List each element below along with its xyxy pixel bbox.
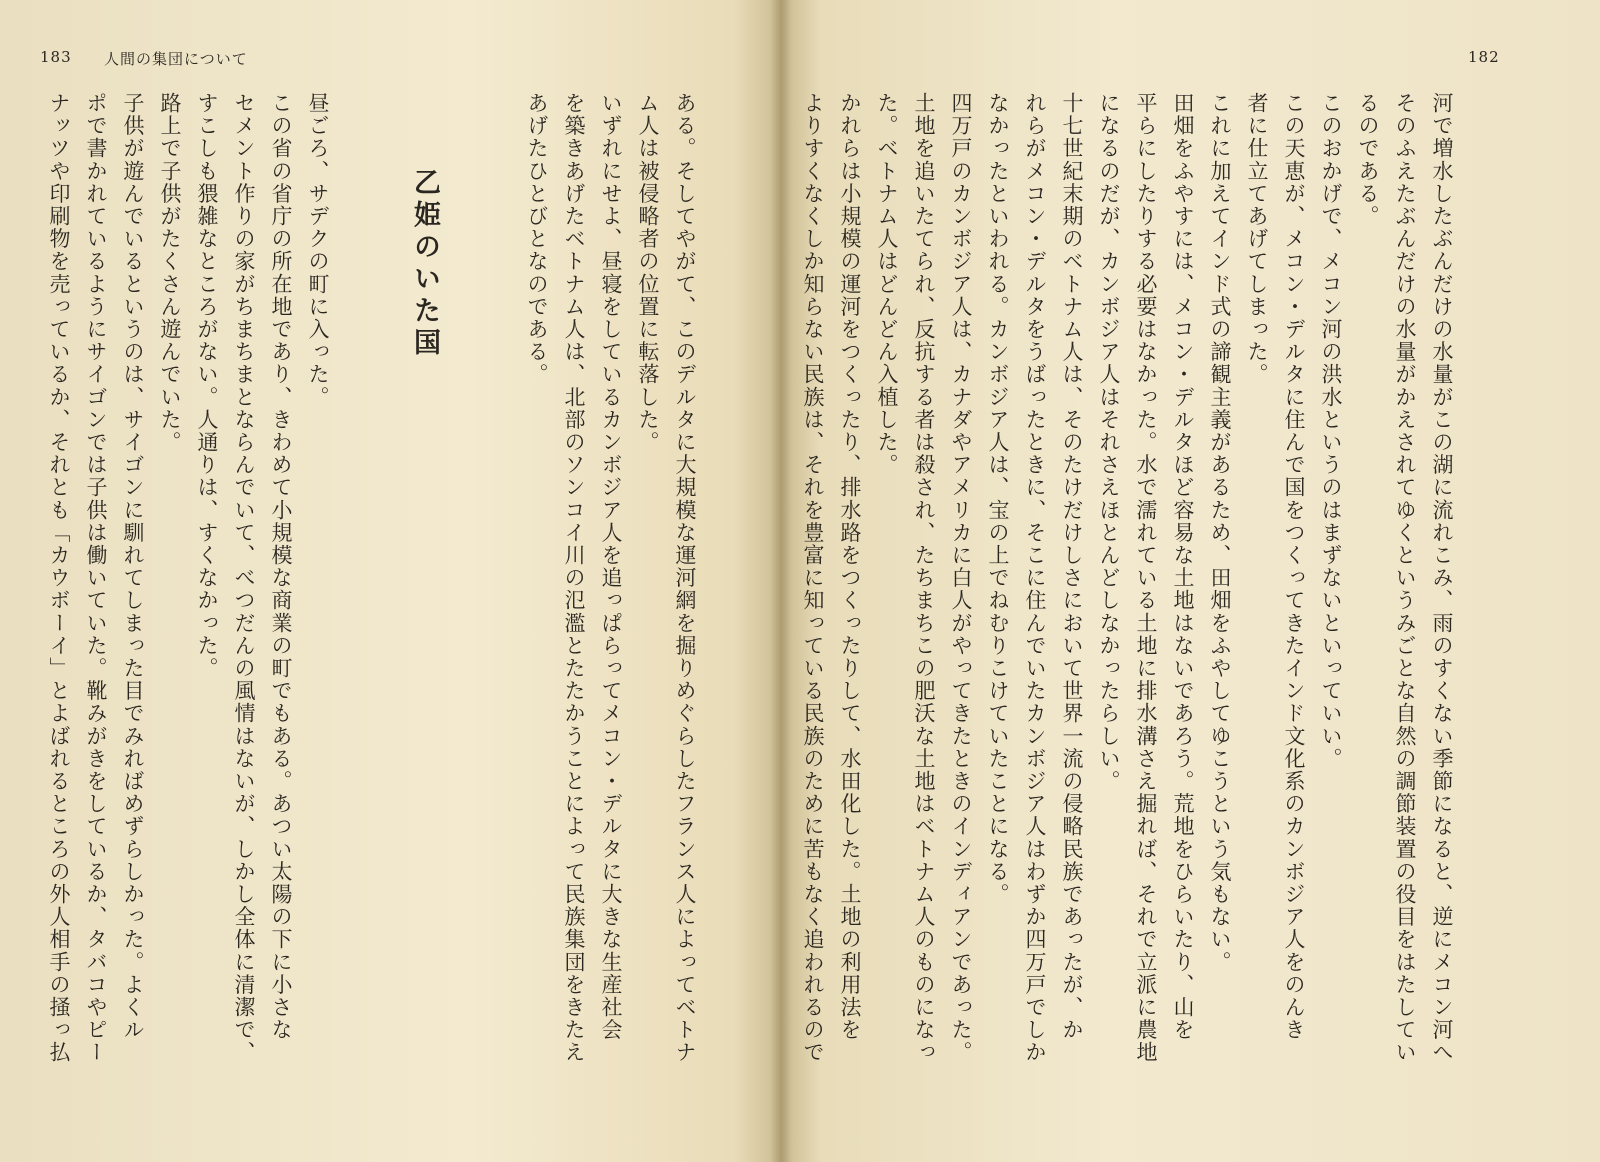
text-column: なかったといわれる。カンボジア人は、宝の上でねむりこけていたことになる。 — [986, 92, 1010, 906]
text-column: になるのだが、カンボジア人はそれさえほとんどしなかったらしい。 — [1097, 92, 1121, 793]
text-column: セメント作りの家がちまちまとならんでいて、べつだんの風情はないが、しかし全体に清潔で、 — [232, 92, 256, 1064]
text-column: た。ベトナム人はどんどん入植した。 — [875, 92, 899, 477]
text-column: 路上で子供がたくさん遊んでいた。 — [158, 92, 182, 454]
text-column: かれらは小規模の運河をつくったり、排水路をつくったりして、水田化した。土地の利用法を — [838, 92, 862, 1042]
left-text-block-b — [40, 92, 336, 1102]
text-column: いずれにせよ、昼寝をしているカンボジア人を追っぱらってメコン・デルタに大きな生産社会 — [599, 92, 623, 1042]
text-column: 土地を追いたてられ、反抗する者は殺され、たちまちこの肥沃な土地はベトナム人のものになっ — [912, 92, 936, 1064]
text-column: このおかげで、メコン河の洪水というのはまずないといっていい。 — [1319, 92, 1343, 770]
right-text-block — [794, 92, 1460, 1102]
page-number-right: 182 — [1468, 48, 1500, 66]
text-column: 四万戸のカンボジア人は、カナダやアメリカに白人がやってきたときのインディアンであった。 — [949, 92, 973, 1064]
text-column: ある。そしてやがて、このデルタに大規模な運河網を掘りめぐらしたフランス人によってベトナ — [673, 92, 697, 1064]
section-heading: 乙姫のいた国 — [409, 168, 440, 360]
text-column: れらがメコン・デルタをうばったときに、そこに住んでいたカンボジア人はわずか四万戸でしか — [1023, 92, 1047, 1064]
page-number-left: 183 — [40, 48, 72, 66]
text-column: そのふえたぶんだけの水量がかえされてゆくというみごとな自然の調節装置の役目をはたしてい — [1393, 92, 1417, 1064]
book-gutter — [770, 0, 792, 1162]
text-column: 者に仕立てあげてしまった。 — [1245, 92, 1269, 386]
text-column: あげたひとびとなのである。 — [525, 92, 549, 386]
text-column: 子供が遊んでいるというのは、サイゴンに馴れてしまった目でみればめずらしかった。よくル — [121, 92, 145, 1042]
text-column: 十七世紀末期のベトナム人は、そのたけだけしさにおいて世界一流の侵略民族であったが、か — [1060, 92, 1084, 1042]
text-column: ナッツや印刷物を売っているか、それとも「カウボーイ」とよばれるところの外人相手の掻っ払 — [47, 92, 71, 1064]
text-column: この省の省庁の所在地であり、きわめて小規模な商業の町でもある。あつい太陽の下に小さな — [269, 92, 293, 1042]
text-column: ム人は被侵略者の位置に転落した。 — [636, 92, 660, 454]
text-column: るのである。 — [1356, 92, 1380, 228]
text-column: 河で増水したぶんだけの水量がこの湖に流れこみ、雨のすくない季節になると、逆にメコン河へ — [1430, 92, 1454, 1064]
text-column: を築きあげたベトナム人は、北部のソンコイ川の氾濫とたたかうことによって民族集団をきたえ — [562, 92, 586, 1064]
running-title: 人間の集団について — [104, 50, 248, 68]
text-column: ポで書かれているようにサイゴンでは子供は働いていた。靴みがきをしているか、タバコやピー — [84, 92, 108, 1064]
text-column: 田畑をふやすには、メコン・デルタほど容易な土地はないであろう。荒地をひらいたり、山を — [1171, 92, 1195, 1042]
text-column: すこしも猥雑なところがない。人通りは、すくなかった。 — [195, 92, 219, 680]
left-page — [0, 0, 780, 1162]
right-page — [780, 0, 1600, 1162]
left-text-block-a — [518, 92, 703, 1102]
text-column: 平らにしたりする必要はなかった。水で濡れている土地に排水溝さえ掘れば、それで立派に農地 — [1134, 92, 1158, 1064]
text-column: これに加えてインド式の諦観主義があるため、田畑をふやしてゆこうという気もない。 — [1208, 92, 1232, 974]
text-column: よりすくなくしか知らない民族は、それを豊富に知っている民族のために苦もなく追われるので — [801, 92, 825, 1064]
text-column: この天恵が、メコン・デルタに住んで国をつくってきたインド文化系のカンボジア人をのんき — [1282, 92, 1306, 1042]
text-column: 昼ごろ、サデクの町に入った。 — [306, 92, 330, 409]
